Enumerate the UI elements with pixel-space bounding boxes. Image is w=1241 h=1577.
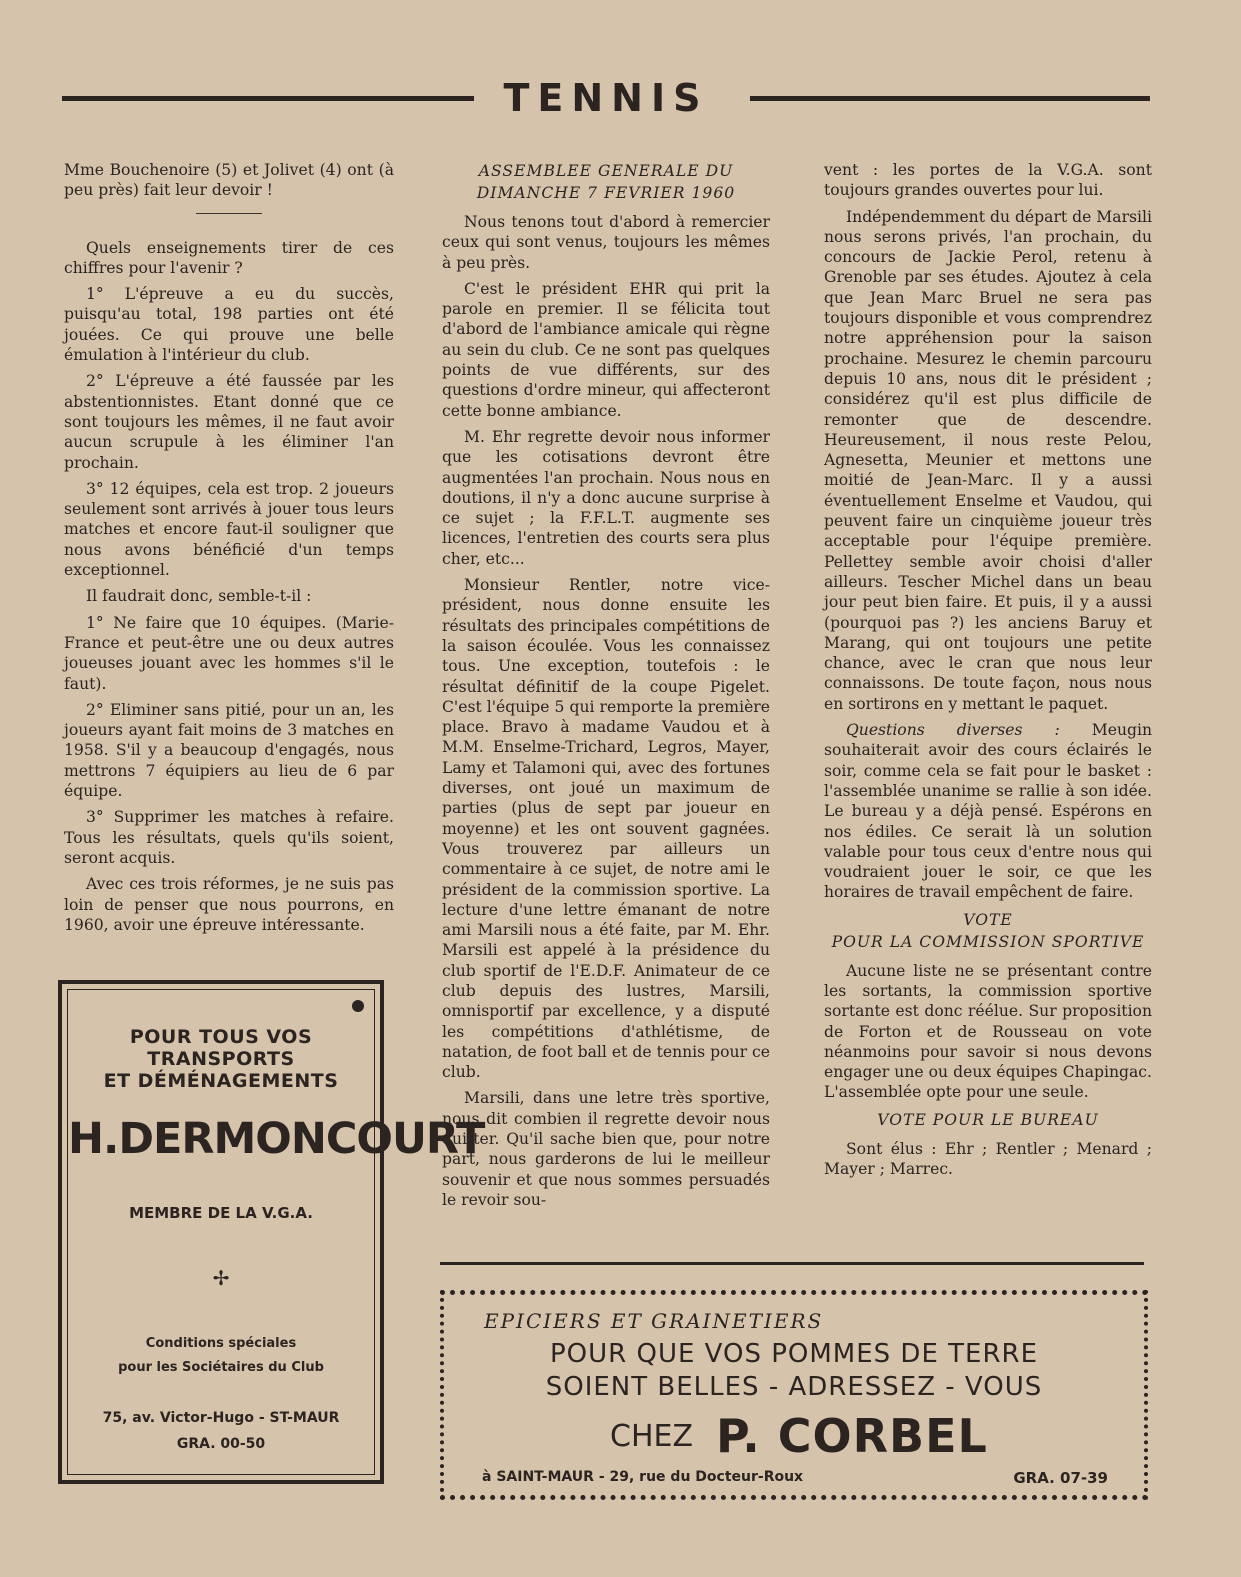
ad-membership: MEMBRE DE LA V.G.A.	[129, 1204, 313, 1222]
heading-line: POUR LA COMMISSION SPORTIVE	[831, 932, 1145, 951]
paragraph: 1° L'épreuve a eu du succès, puisqu'au total, 198 parties ont été jouées. Ce qui prouve une belle émulation à l'intérieur du club.	[64, 285, 394, 365]
paragraph: Nous tenons tout d'abord à remercier ceux qui sont venus, toujours les mêmes à peu près.	[442, 213, 770, 272]
ad-company-name: H.DERMONCOURT	[68, 1114, 485, 1164]
paragraph: Monsieur Rentler, notre vice-président, nous donne ensuite les résultats des principales compétitions de la saison écoulée. Vous les connaissez tous. Une exception, toutefois : le résultat définitif de la coupe Pigelet. C'est l'équipe 5 qui remporte la première place. Bravo à madame Vaudou et à M.M. Enselme-Trichard, Legros, Mayer, Lamy et Talamoni qui, avec des fortunes diverses, ont joué un maximum de parties (plus de sept par joueur en moyenne) et les ont souvent gagnées. Vous trouverez par ailleurs un commentaire à ce sujet, de notre ami le président de la commission sportive. La lecture d'une lettre émanant de notre ami Marsili nous a été faite, par M. Ehr. Marsili est appelé à la présidence du club sportif de l'E.D.F. Animateur de ce club depuis des lustres, Marsili, omnisportif par excellence, y a disputé les compétitions d'athlétisme, de natation, de foot ball et de tennis pour ce club.	[442, 576, 770, 1082]
column-2	[442, 160, 770, 1216]
ad-phone: GRA. 00-50	[176, 1436, 266, 1452]
paragraph	[824, 720, 1152, 903]
paragraph: Mme Bouchenoire (5) et Jolivet (4) ont (à peu près) fait leur devoir !	[64, 161, 394, 200]
section-heading	[442, 160, 770, 204]
ad-line: EPICIERS ET GRAINETIERS	[484, 1309, 824, 1333]
ad-address: à SAINT-MAUR - 29, rue du Docteur-Roux	[482, 1469, 804, 1485]
paragraph: vent : les portes de la V.G.A. sont toujours grandes ouvertes pour lui.	[824, 161, 1152, 200]
ad-line: POUR TOUS VOS TRANSPORTS	[129, 1026, 313, 1070]
section-heading	[824, 909, 1152, 953]
ad-line: POUR QUE VOS POMMES DE TERRE	[549, 1339, 1039, 1369]
column-1	[64, 160, 394, 941]
paragraph: 2° L'épreuve a été faussée par les abstentionnistes. Etant donné que ce sont toujours les mêmes, il ne faut avoir aucun scrupule à les éliminer l'an prochain.	[64, 372, 394, 472]
paragraph: Quels enseignements tirer de ces chiffres pour l'avenir ?	[64, 238, 394, 277]
subheading-inline: Questions diverses :	[846, 721, 1060, 740]
paragraph: 2° Eliminer sans pitié, pour un an, les joueurs ayant fait moins de 3 matches en 1958. S'il y a beaucoup d'engagés, nous mettrons 7 équipiers au lieu de 6 par équipe.	[64, 700, 394, 801]
paragraph: M. Ehr regrette devoir nous informer que les cotisations devront être augmentées l'an prochain. Nous nous en doutions, il n'y a donc aucune surprise à ce sujet ; la F.F.L.T. augmente ses licences, l'entretien des courts sera plus cher, etc...	[442, 427, 770, 568]
ad-line: SOIENT BELLES - ADRESSEZ - VOUS	[545, 1372, 1043, 1402]
paragraph: 3° Supprimer les matches à refaire. Tous les résultats, quels qu'ils soient, seront acquis.	[64, 808, 394, 867]
ad-company-name: P. CORBEL	[716, 1409, 988, 1463]
paragraph: Il faudrait donc, semble-t-il :	[86, 587, 312, 606]
ad-address: 75, av. Victor-Hugo - ST-MAUR	[102, 1410, 340, 1426]
page-title: TENNIS	[503, 76, 709, 120]
advertisement-corbel	[440, 1290, 1148, 1500]
paragraph: C'est le président EHR qui prit la parole en premier. Il se félicita tout d'abord de l'ambiance amicale qui règne au sein du club. Ce ne sont pas quelques points de vue différents, sur des questions d'ordre mineur, qui affecteront cette bonne ambiance.	[442, 279, 770, 420]
paragraph: Marsili, dans une letre très sportive, nous dit combien il regrette devoir nous quitter. Qu'il sache bien que, pour notre part, nous garderons de lui le meilleur souvenir et que nous sommes persuadés le revoir sou-	[442, 1089, 770, 1209]
ad-conditions: pour les Sociétaires du Club	[118, 1360, 324, 1375]
ornament-icon: ✢	[212, 1266, 230, 1290]
section-heading: VOTE POUR LE BUREAU	[877, 1110, 1099, 1129]
ad-conditions: Conditions spéciales	[145, 1336, 297, 1351]
section-header	[62, 76, 1150, 124]
paragraph: Avec ces trois réformes, je ne suis pas loin de penser que nous pourrons, en 1960, avoir une épreuve intéressante.	[64, 875, 394, 934]
ornament-dot-icon	[352, 1000, 364, 1012]
heading-line: DIMANCHE 7 FEVRIER 1960	[476, 184, 736, 202]
heading-line: ASSEMBLEE GENERALE DU	[478, 162, 734, 180]
paragraph: 3° 12 équipes, cela est trop. 2 joueurs seulement sont arrivés à jouer tous leurs matches et encore faut-il souligner que nous avons bénéficié d'un temps exceptionnel.	[64, 479, 394, 580]
column-3	[824, 160, 1152, 1185]
ad-inner-frame	[67, 989, 485, 1475]
heading-line: VOTE	[963, 910, 1013, 929]
paragraph: Sont élus : Ehr ; Rentler ; Menard ; Mayer ; Marrec.	[824, 1139, 1152, 1179]
paragraph-text: Meugin souhaiterait avoir des cours éclairés le soir, comme cela se fait pour le basket : l'assemblée unanime se rallie à son idée. Le bureau y a déjà pensé. Espérons en nos édiles. Ce serait là un solution valable pour tous ceux d'entre nous qui voudraient jouer le soir, ce que les horaires de travail empêchent de faire.	[824, 721, 1152, 902]
advertisement-dermoncourt	[58, 980, 485, 1484]
short-divider	[196, 213, 262, 214]
header-rule-right	[750, 96, 1150, 101]
paragraph: Aucune liste ne se présentant contre les sortants, la commission sportive sortante est donc réélue. Sur proposition de Forton et de Rousseau on vote néanmoins pour savoir si nous devons engager une ou deux équipes Chapingac. L'assemblée opte pour une seule.	[824, 961, 1152, 1102]
paragraph: 1° Ne faire que 10 équipes. (Marie-France et peut-être une ou deux autres joueuses jouant avec les hommes s'il le faut).	[64, 613, 394, 693]
ad-phone: GRA. 07-39	[1013, 1469, 1108, 1487]
column-bottom-rule	[440, 1262, 1144, 1265]
ad-chez: CHEZ	[610, 1419, 694, 1454]
ad-line: ET DÉMÉNAGEMENTS	[103, 1070, 339, 1092]
paragraph: Indépendemment du départ de Marsili nous serons privés, l'an prochain, du concours de Jackie Perol, retenu à Grenoble par ses études. Ajoutez à cela que Jean Marc Bruel ne sera pas toujours disponible et vous comprendrez notre appréhension pour la saison prochaine. Mesurez le chemin parcouru depuis 10 ans, nous dit le président ; considérez qu'il est plus difficile de remonter que de descendre. Heureusement, il nous reste Pelou, Agnesetta, Meunier et mettons une moitié de Jean-Marc. Il y a aussi éventuellement Enselme et Vaudou, qui peuvent faire un cinquième joueur très acceptable pour l'équipe première. Pellettey semble avoir choisi d'aller ailleurs. Tescher Michel dans un beau jour peut bien faire. Et puis, il y a aussi (pourquoi pas ?) les anciens Baruy et Marang, qui ont toujours une petite chance, avec le cran que nous leur connaissons. De toute façon, nous nous en sortirons en y mettant le paquet.	[824, 207, 1152, 713]
